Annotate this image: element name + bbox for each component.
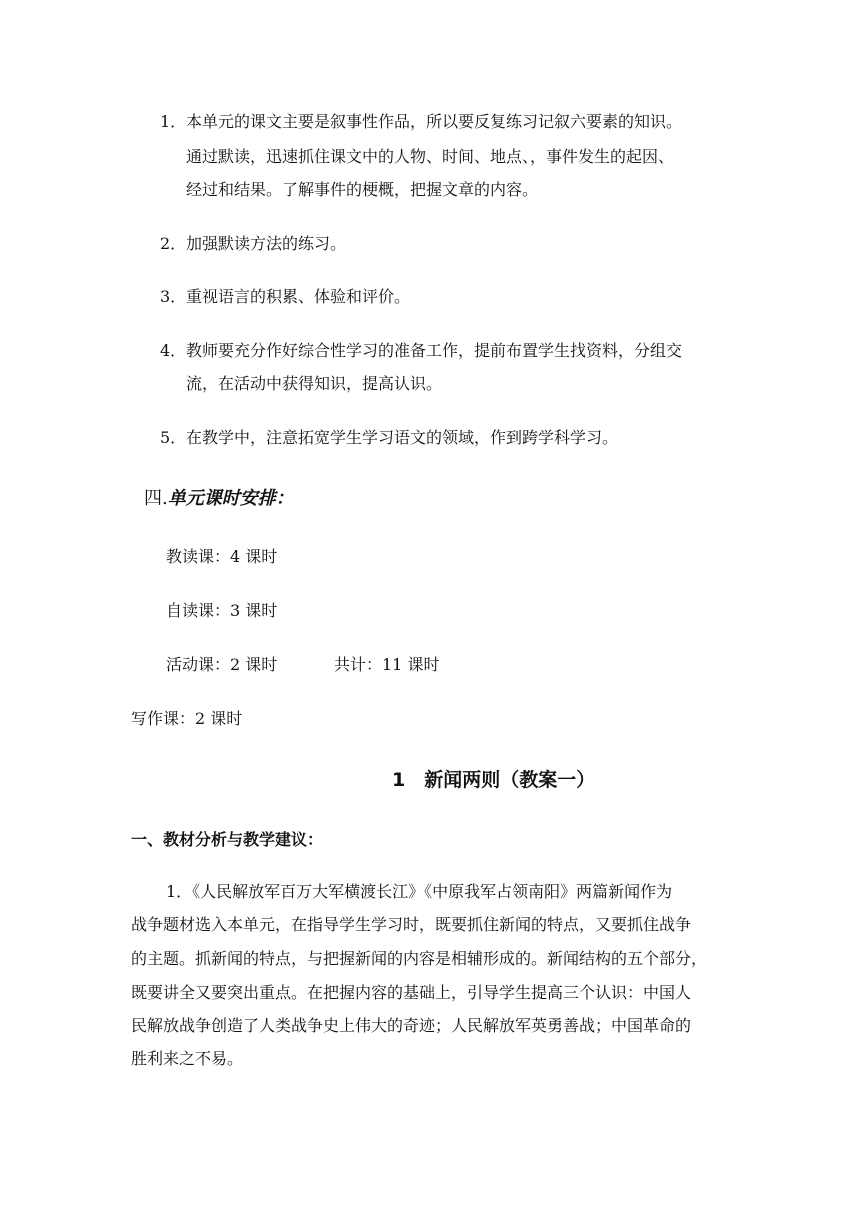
paragraph-line: 胜利来之不易。 xyxy=(131,1049,244,1068)
section-heading: 一、教材分析与教学建议： xyxy=(131,830,324,849)
list-line: 教师要充分作好综合性学习的准备工作，提前布置学生找资料，分组交 xyxy=(186,341,683,360)
list-line: 重视语言的积累、体验和评价。 xyxy=(186,287,411,306)
paragraph-line: 战争题材选入本单元，在指导学生学习时，既要抓住新闻的特点，又要抓住战争 xyxy=(131,915,692,934)
schedule-heading xyxy=(144,490,294,508)
list-line: 流，在活动中获得知识，提高认识。 xyxy=(186,374,443,393)
list-number: 2． xyxy=(160,234,187,253)
schedule-item: 活动课：2 课时 xyxy=(166,655,278,674)
list-line: 加强默读方法的练习。 xyxy=(186,234,347,253)
list-line: 经过和结果。了解事件的梗概，把握文章的内容。 xyxy=(186,180,539,199)
paragraph-line: 的主题。抓新闻的特点，与把握新闻的内容是相辅形成的。新闻结构的五个部分， xyxy=(131,949,708,968)
lesson-title: 1 新闻两则（教案一） xyxy=(392,769,596,791)
schedule-prefix: 四. xyxy=(144,488,168,509)
paragraph-line: 既要讲全又要突出重点。在把握内容的基础上，引导学生提高三个认识：中国人 xyxy=(131,983,692,1002)
list-line: 在教学中，注意拓宽学生学习语文的领域，作到跨学科学习。 xyxy=(186,428,619,447)
schedule-item: 教读课：4 课时 xyxy=(166,547,278,566)
paragraph-line: 1．《人民解放军百万大军横渡长江》《中原我军占领南阳》两篇新闻作为 xyxy=(166,882,673,901)
list-number: 3． xyxy=(160,287,187,306)
list-number: 5． xyxy=(160,428,187,447)
schedule-writing: 写作课：2 课时 xyxy=(131,709,243,728)
list-number: 1． xyxy=(160,112,187,131)
paragraph-line: 民解放战争创造了人类战争史上伟大的奇迹；人民解放军英勇善战；中国革命的 xyxy=(131,1016,692,1035)
schedule-total: 共计：11 课时 xyxy=(334,655,440,674)
schedule-heading-text: 单元课时安排： xyxy=(167,488,294,509)
schedule-item: 自读课：3 课时 xyxy=(166,601,278,620)
list-line: 通过默读，迅速抓住课文中的人物、时间、地点、，事件发生的起因、 xyxy=(186,147,675,166)
list-line: 本单元的课文主要是叙事性作品，所以要反复练习记叙六要素的知识。 xyxy=(186,112,683,131)
list-number: 4． xyxy=(160,341,187,360)
